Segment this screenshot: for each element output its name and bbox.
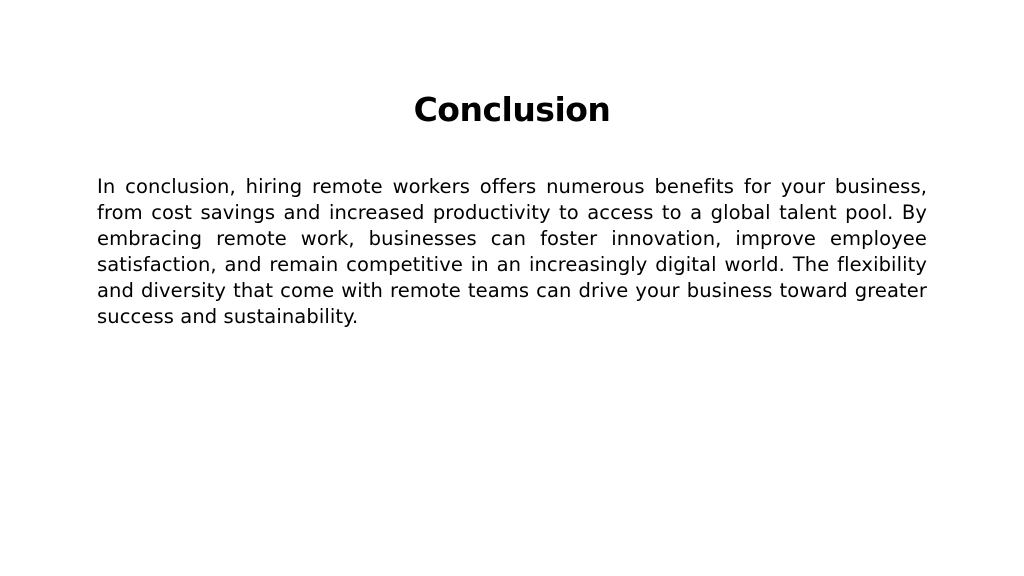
slide-body-paragraph: In conclusion, hiring remote workers offers numerous benefits for your business, from cost savings and increased productivity to access to a global talent pool. By embracing remote work, businesses can foster innovation, improve employee satisfaction, and remain competitive in an increasingly digital world. The flexibility and diversity that come with remote teams can drive your business toward greater success and sustainability. — [97, 175, 927, 328]
slide-title: Conclusion — [413, 90, 611, 129]
